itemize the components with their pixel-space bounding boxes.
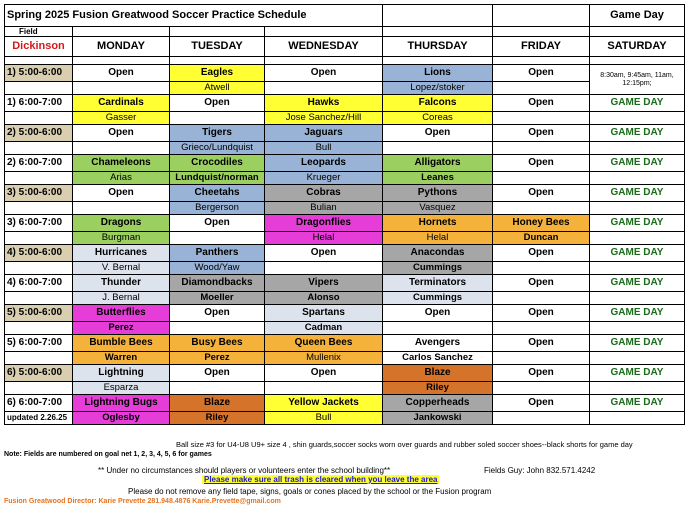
time-slot: 4) 5:00-6:00 <box>5 245 73 262</box>
field-label: Field <box>5 27 73 37</box>
time-slot: 2) 6:00-7:00 <box>5 155 73 172</box>
team-cell: Diamondbacks <box>170 275 265 292</box>
coach-cell: Vasquez <box>383 202 493 215</box>
team-cell: Yellow Jackets <box>265 395 383 412</box>
team-cell: Open <box>493 95 590 112</box>
coach-cell: Bull <box>265 412 383 425</box>
time-slot: 5) 5:00-6:00 <box>5 305 73 322</box>
coach-cell: Atwell <box>170 82 265 95</box>
fields-guy: Fields Guy: John 832.571.4242 <box>484 466 596 475</box>
team-cell: Open <box>493 395 590 412</box>
game-day-label: GAME DAY <box>590 335 685 352</box>
team-cell: Open <box>265 65 383 82</box>
team-cell: Open <box>73 185 170 202</box>
coach-cell: Coreas <box>383 112 493 125</box>
game-day-label: GAME DAY <box>590 95 685 112</box>
coach-cell: Lundquist/norman <box>170 172 265 185</box>
coach-cell: Helal <box>383 232 493 245</box>
time-slot: 1) 6:00-7:00 <box>5 95 73 112</box>
game-day-label: GAME DAY <box>590 245 685 262</box>
game-day-label: GAME DAY <box>590 365 685 382</box>
team-cell: Pythons <box>383 185 493 202</box>
team-cell: Open <box>170 95 265 112</box>
team-cell: Cobras <box>265 185 383 202</box>
team-cell: Falcons <box>383 95 493 112</box>
team-cell: Open <box>493 245 590 262</box>
team-cell: Hurricanes <box>73 245 170 262</box>
coach-cell: Gasser <box>73 112 170 125</box>
team-cell: Open <box>493 365 590 382</box>
coach-cell: Esparza <box>73 382 170 395</box>
team-cell: Spartans <box>265 305 383 322</box>
coach-cell: Perez <box>170 352 265 365</box>
team-cell: Hawks <box>265 95 383 112</box>
coach-cell: Burgman <box>73 232 170 245</box>
team-cell: Open <box>493 185 590 202</box>
team-cell: Cardinals <box>73 95 170 112</box>
day-header-thursday: THURSDAY <box>383 37 493 57</box>
coach-cell: Jankowski <box>383 412 493 425</box>
team-cell: Jaguars <box>265 125 383 142</box>
time-slot: 6) 5:00-6:00 <box>5 365 73 382</box>
location-label: Dickinson <box>5 37 73 57</box>
coach-cell: Cummings <box>383 292 493 305</box>
day-header-tuesday: TUESDAY <box>170 37 265 57</box>
team-cell: Panthers <box>170 245 265 262</box>
coach-cell: Carlos Sanchez <box>383 352 493 365</box>
schedule-title: Spring 2025 Fusion Greatwood Soccer Practice Schedule <box>5 5 265 27</box>
team-cell: Open <box>493 155 590 172</box>
team-cell: Open <box>493 335 590 352</box>
team-cell: Crocodiles <box>170 155 265 172</box>
game-day-label: GAME DAY <box>590 395 685 412</box>
coach-cell: Riley <box>383 382 493 395</box>
team-cell: Open <box>493 305 590 322</box>
team-cell: Thunder <box>73 275 170 292</box>
time-slot: 5) 6:00-7:00 <box>5 335 73 352</box>
team-cell: Terminators <box>383 275 493 292</box>
team-cell: Avengers <box>383 335 493 352</box>
coach-cell: Bergerson <box>170 202 265 215</box>
time-slot: 3) 6:00-7:00 <box>5 215 73 232</box>
field-note: Note: Fields are numbered on goal net 1, 2, 3, 4, 5, 6 for games <box>4 451 212 458</box>
building-note: ** Under no circumstances should players or volunteers enter the school building** <box>98 466 391 475</box>
team-cell: Open <box>383 305 493 322</box>
coach-cell: Krueger <box>265 172 383 185</box>
team-cell: Bumble Bees <box>73 335 170 352</box>
coach-cell: Leanes <box>383 172 493 185</box>
tape-note: Please do not remove any field tape, signs, goals or cones placed by the school or the Fusion program <box>128 487 492 496</box>
coach-cell: Mullenix <box>265 352 383 365</box>
time-slot: 3) 5:00-6:00 <box>5 185 73 202</box>
game-times: 8:30am, 9:45am, 11am, 12:15pm; <box>590 65 685 95</box>
team-cell: Hornets <box>383 215 493 232</box>
equipment-note: Ball size #3 for U4-U8 U9+ size 4 , shin guards,soccer socks worn over guards and rubber soled soccer shoes--black shorts for game day <box>176 440 633 449</box>
coach-cell: Grieco/Lundquist <box>170 142 265 155</box>
team-cell: Alligators <box>383 155 493 172</box>
coach-cell: Bulian <box>265 202 383 215</box>
coach-cell: Riley <box>170 412 265 425</box>
team-cell: Blaze <box>170 395 265 412</box>
team-cell: Leopards <box>265 155 383 172</box>
team-cell: Open <box>265 365 383 382</box>
team-cell: Eagles <box>170 65 265 82</box>
game-day-label: GAME DAY <box>590 215 685 232</box>
team-cell: Lightning Bugs <box>73 395 170 412</box>
game-day-label: GAME DAY <box>590 185 685 202</box>
team-cell: Open <box>73 125 170 142</box>
team-cell: Honey Bees <box>493 215 590 232</box>
coach-cell: Jose Sanchez/Hill <box>265 112 383 125</box>
coach-cell: Bull <box>265 142 383 155</box>
time-slot: 4) 6:00-7:00 <box>5 275 73 292</box>
team-cell: Queen Bees <box>265 335 383 352</box>
game-day-label: GAME DAY <box>590 275 685 292</box>
day-header-friday: FRIDAY <box>493 37 590 57</box>
game-day-label: GAME DAY <box>590 305 685 322</box>
team-cell: Blaze <box>383 365 493 382</box>
team-cell: Lions <box>383 65 493 82</box>
team-cell: Open <box>265 245 383 262</box>
updated-date: updated 2.26.25 <box>5 412 73 425</box>
team-cell: Open <box>383 125 493 142</box>
team-cell: Open <box>493 275 590 292</box>
time-slot: 2) 5:00-6:00 <box>5 125 73 142</box>
coach-cell: Warren <box>73 352 170 365</box>
coach-cell: Helal <box>265 232 383 245</box>
coach-cell: Cadman <box>265 322 383 335</box>
coach-cell: Arias <box>73 172 170 185</box>
trash-note: Please make sure all trash is cleared when you leave the area <box>204 475 438 484</box>
coach-cell: Perez <box>73 322 170 335</box>
team-cell: Dragonflies <box>265 215 383 232</box>
team-cell: Open <box>493 65 590 82</box>
director-note: Fusion Greatwood Director: Karie Prevette 281.948.4876 Karie.Prevette@gmail.com <box>4 498 281 505</box>
day-header-saturday: SATURDAY <box>590 37 685 57</box>
game-day-label: GAME DAY <box>590 125 685 142</box>
coach-cell: V. Bernal <box>73 262 170 275</box>
team-cell: Vipers <box>265 275 383 292</box>
team-cell: Open <box>170 305 265 322</box>
team-cell: Chameleons <box>73 155 170 172</box>
team-cell: Open <box>170 215 265 232</box>
schedule-table <box>4 4 685 425</box>
game-day-header: Game Day <box>590 5 685 27</box>
game-day-label: GAME DAY <box>590 155 685 172</box>
team-cell: Open <box>73 65 170 82</box>
team-cell: Open <box>493 125 590 142</box>
team-cell: Open <box>170 365 265 382</box>
team-cell: Anacondas <box>383 245 493 262</box>
team-cell: Butterflies <box>73 305 170 322</box>
day-header-monday: MONDAY <box>73 37 170 57</box>
coach-cell: Oglesby <box>73 412 170 425</box>
coach-cell: Duncan <box>493 232 590 245</box>
team-cell: Copperheads <box>383 395 493 412</box>
coach-cell: J. Bernal <box>73 292 170 305</box>
team-cell: Cheetahs <box>170 185 265 202</box>
day-header-wednesday: WEDNESDAY <box>265 37 383 57</box>
team-cell: Busy Bees <box>170 335 265 352</box>
coach-cell: Cummings <box>383 262 493 275</box>
team-cell: Dragons <box>73 215 170 232</box>
team-cell: Tigers <box>170 125 265 142</box>
coach-cell: Moeller <box>170 292 265 305</box>
coach-cell: Lopez/stoker <box>383 82 493 95</box>
time-slot: 6) 6:00-7:00 <box>5 395 73 412</box>
team-cell: Lightning <box>73 365 170 382</box>
coach-cell: Wood/Yaw <box>170 262 265 275</box>
time-slot: 1) 5:00-6:00 <box>5 65 73 82</box>
coach-cell: Alonso <box>265 292 383 305</box>
